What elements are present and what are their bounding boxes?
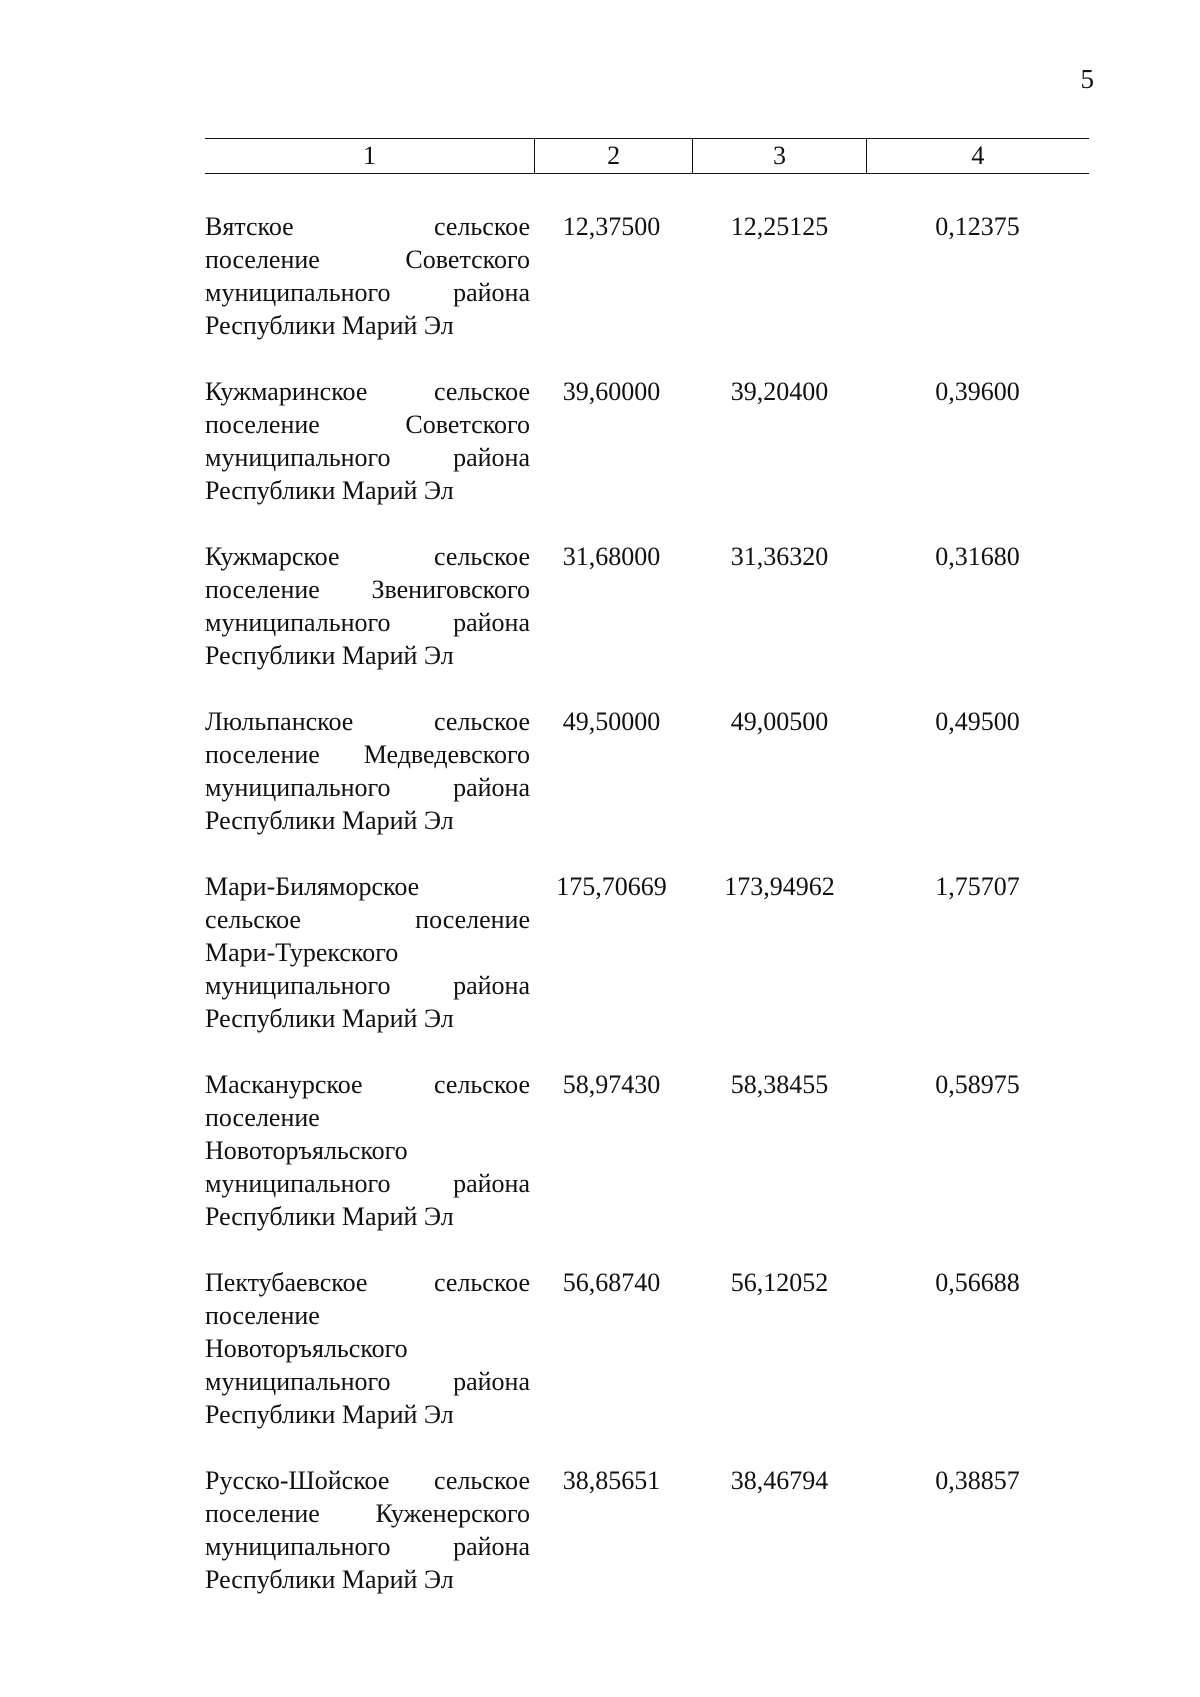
settlement-name-line: Люльпанское сельское (205, 707, 530, 736)
header-cell-4: 4 (971, 141, 985, 170)
settlement-name-line: муниципального района (205, 443, 530, 472)
settlement-name-line: поселение Куженерского (205, 1499, 530, 1528)
settlement-name-line: Пектубаевское сельское (205, 1268, 530, 1297)
value-col-4: 0,31680 (935, 542, 1020, 571)
table-row (205, 1266, 1089, 1431)
settlement-name-line: Республики Марий Эл (205, 1004, 454, 1033)
value-col-4: 0,38857 (935, 1466, 1020, 1495)
value-col-3: 56,12052 (730, 1268, 829, 1297)
table-row (205, 375, 1089, 507)
value-col-2: 39,60000 (562, 377, 661, 406)
settlement-name-line: муниципального района (205, 1169, 530, 1198)
settlement-name-line: Кужмаринское сельское (205, 377, 530, 406)
value-col-4: 1,75707 (935, 872, 1020, 901)
table-row (205, 210, 1089, 342)
settlement-name-line: Республики Марий Эл (205, 1565, 454, 1594)
value-col-3: 38,46794 (730, 1466, 829, 1495)
settlement-name-line: Республики Марий Эл (205, 806, 454, 835)
settlement-name (205, 1266, 530, 1431)
value-col-4: 0,39600 (935, 377, 1020, 406)
settlement-name (205, 210, 530, 342)
value-col-2: 38,85651 (562, 1466, 661, 1495)
settlement-name (205, 1464, 530, 1596)
value-col-3: 12,25125 (730, 212, 829, 241)
table-row (205, 1068, 1089, 1233)
table-body (205, 210, 1089, 1596)
value-col-4: 0,58975 (935, 1070, 1020, 1099)
table-row (205, 870, 1089, 1035)
settlement-name-line: поселение (205, 1103, 320, 1132)
value-col-3: 173,94962 (724, 872, 835, 901)
settlement-name-line: Мари-Турекского (205, 938, 399, 967)
settlement-name-line: Республики Марий Эл (205, 311, 454, 340)
header-cell-3: 3 (693, 139, 866, 173)
value-col-4: 0,49500 (935, 707, 1020, 736)
settlement-name-line: Мари-Биляморское (205, 872, 420, 901)
settlement-name-line: Республики Марий Эл (205, 1202, 454, 1231)
table-row (205, 1464, 1089, 1596)
settlement-name-line: Республики Марий Эл (205, 1400, 454, 1429)
settlement-name-line: сельское поселение (205, 905, 530, 934)
data-table (205, 138, 1089, 1629)
value-col-2: 12,37500 (562, 212, 661, 241)
settlement-name (205, 375, 530, 507)
settlement-name-line: Новоторъяльского (205, 1334, 408, 1363)
settlement-name-line: Масканурское сельское (205, 1070, 530, 1099)
settlement-name-line: Республики Марий Эл (205, 641, 454, 670)
settlement-name-line: поселение Медведевского (205, 740, 530, 769)
settlement-name-line: Республики Марий Эл (205, 476, 454, 505)
value-col-3: 39,20400 (730, 377, 829, 406)
settlement-name (205, 540, 530, 672)
settlement-name-line: Кужмарское сельское (205, 542, 530, 571)
table-header-row (205, 138, 1089, 174)
value-col-4: 0,56688 (935, 1268, 1020, 1297)
value-col-3: 31,36320 (730, 542, 829, 571)
settlement-name-line: поселение Звениговского (205, 575, 530, 604)
settlement-name-line: поселение Советского (205, 245, 530, 274)
settlement-name-line: муниципального района (205, 971, 530, 1000)
settlement-name-line: муниципального района (205, 1367, 530, 1396)
table-row (205, 705, 1089, 837)
value-col-2: 56,68740 (562, 1268, 661, 1297)
settlement-name (205, 870, 530, 1035)
settlement-name-line: муниципального района (205, 278, 530, 307)
value-col-3: 58,38455 (730, 1070, 829, 1099)
settlement-name-line: поселение (205, 1301, 320, 1330)
value-col-2: 58,97430 (562, 1070, 661, 1099)
settlement-name-line: поселение Советского (205, 410, 530, 439)
value-col-2: 49,50000 (562, 707, 661, 736)
value-col-4: 0,12375 (935, 212, 1020, 241)
settlement-name-line: Русско-Шойское сельское (205, 1466, 530, 1495)
settlement-name-line: Новоторъяльского (205, 1136, 408, 1165)
value-col-2: 175,70669 (556, 872, 667, 901)
settlement-name-line: муниципального района (205, 608, 530, 637)
header-cell-2: 2 (535, 139, 693, 173)
header-cell-1: 1 (205, 139, 535, 173)
table-row (205, 540, 1089, 672)
settlement-name (205, 1068, 530, 1233)
value-col-3: 49,00500 (730, 707, 829, 736)
settlement-name-line: муниципального района (205, 1532, 530, 1561)
settlement-name-line: муниципального района (205, 773, 530, 802)
settlement-name (205, 705, 530, 837)
page-number: 5 (1080, 64, 1094, 94)
settlement-name-line: Вятское сельское (205, 212, 530, 241)
value-col-2: 31,68000 (562, 542, 661, 571)
